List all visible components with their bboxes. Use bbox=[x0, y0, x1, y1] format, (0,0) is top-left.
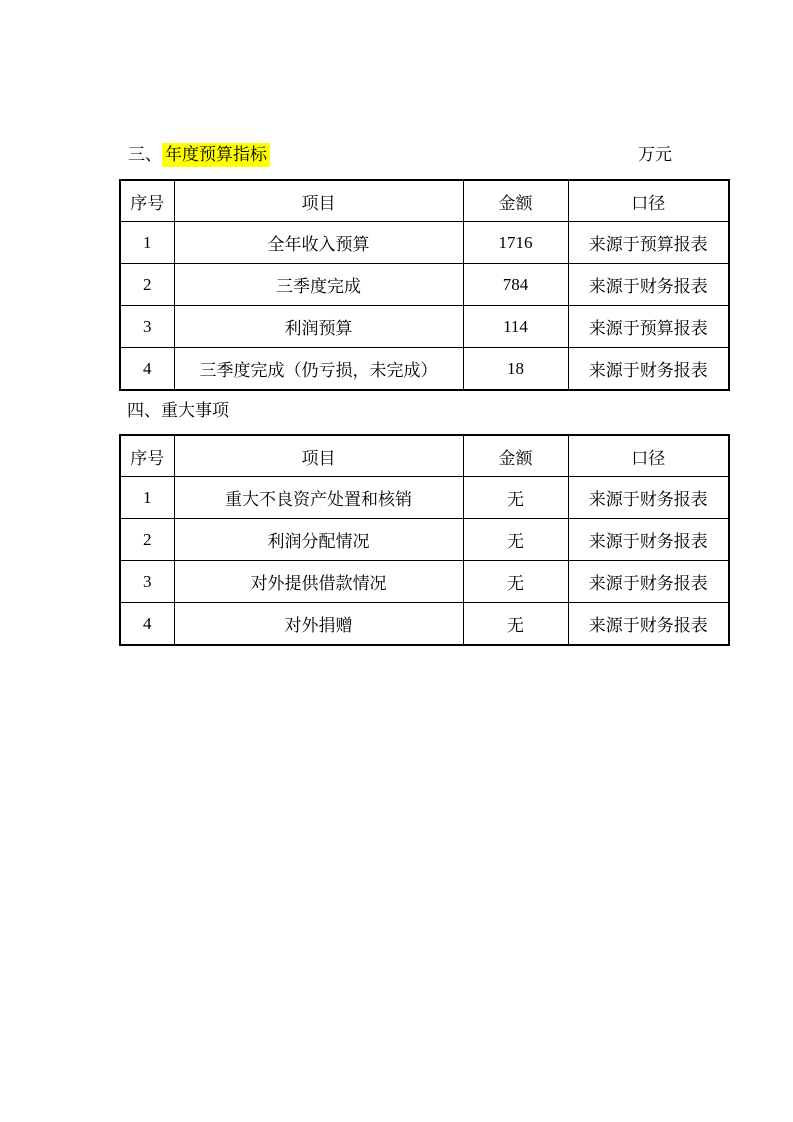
table-cell: 来源于财务报表 bbox=[568, 519, 729, 561]
table-cell: 4 bbox=[120, 603, 174, 646]
budget-heading-prefix: 三、 bbox=[128, 145, 162, 164]
table-cell: 无 bbox=[463, 519, 568, 561]
table-row bbox=[120, 222, 729, 264]
table-header-row bbox=[120, 180, 729, 222]
table-cell: 114 bbox=[463, 306, 568, 348]
column-header: 项目 bbox=[174, 180, 463, 222]
table-cell: 利润分配情况 bbox=[174, 519, 463, 561]
table-cell: 三季度完成（仍亏损，未完成） bbox=[174, 348, 463, 391]
table-cell: 来源于财务报表 bbox=[568, 348, 729, 391]
table-cell: 来源于财务报表 bbox=[568, 264, 729, 306]
major-items-table bbox=[119, 434, 730, 646]
column-header: 序号 bbox=[120, 180, 174, 222]
table-header-row bbox=[120, 435, 729, 477]
table-cell: 18 bbox=[463, 348, 568, 391]
column-header: 口径 bbox=[568, 180, 729, 222]
table-cell: 784 bbox=[463, 264, 568, 306]
table-row bbox=[120, 264, 729, 306]
column-header: 金额 bbox=[463, 435, 568, 477]
table-cell: 1 bbox=[120, 222, 174, 264]
table-cell: 来源于财务报表 bbox=[568, 603, 729, 646]
table-cell: 3 bbox=[120, 561, 174, 603]
table-cell: 无 bbox=[463, 561, 568, 603]
table-row bbox=[120, 306, 729, 348]
major-items-section-heading: 四、重大事项 bbox=[127, 401, 229, 420]
unit-label: 万元 bbox=[638, 145, 672, 164]
budget-indicators-table bbox=[119, 179, 730, 391]
budget-section-heading bbox=[128, 143, 270, 167]
budget-heading-highlighted-text: 年度预算指标 bbox=[162, 143, 270, 167]
table-cell: 来源于财务报表 bbox=[568, 477, 729, 519]
document-content bbox=[119, 143, 728, 646]
table-row bbox=[120, 348, 729, 391]
table-cell: 无 bbox=[463, 603, 568, 646]
table-cell: 对外捐赠 bbox=[174, 603, 463, 646]
budget-section-heading-row bbox=[119, 143, 728, 167]
table-cell: 3 bbox=[120, 306, 174, 348]
column-header: 项目 bbox=[174, 435, 463, 477]
table-row bbox=[120, 603, 729, 646]
table-cell: 三季度完成 bbox=[174, 264, 463, 306]
table-cell: 对外提供借款情况 bbox=[174, 561, 463, 603]
table-cell: 来源于预算报表 bbox=[568, 306, 729, 348]
table-row bbox=[120, 561, 729, 603]
table-cell: 无 bbox=[463, 477, 568, 519]
table-row bbox=[120, 519, 729, 561]
table-cell: 来源于预算报表 bbox=[568, 222, 729, 264]
table-cell: 全年收入预算 bbox=[174, 222, 463, 264]
table-cell: 4 bbox=[120, 348, 174, 391]
table-cell: 来源于财务报表 bbox=[568, 561, 729, 603]
column-header: 序号 bbox=[120, 435, 174, 477]
table-cell: 1716 bbox=[463, 222, 568, 264]
column-header: 口径 bbox=[568, 435, 729, 477]
table-cell: 2 bbox=[120, 264, 174, 306]
table-cell: 重大不良资产处置和核销 bbox=[174, 477, 463, 519]
table-cell: 1 bbox=[120, 477, 174, 519]
table-cell: 2 bbox=[120, 519, 174, 561]
column-header: 金额 bbox=[463, 180, 568, 222]
table-cell: 利润预算 bbox=[174, 306, 463, 348]
table-row bbox=[120, 477, 729, 519]
